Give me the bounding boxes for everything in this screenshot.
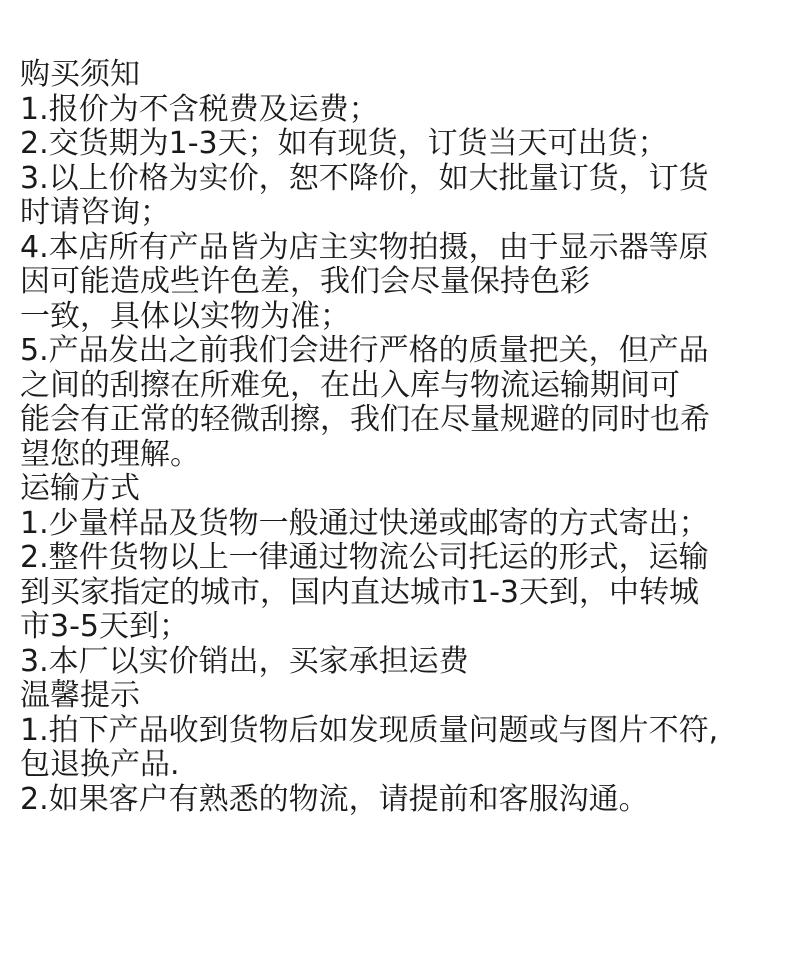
notice-line: 望您的理解。 <box>20 436 200 472</box>
shipping-line: 到买家指定的城市，国内直达城市1-3天到，中转城 <box>20 574 699 610</box>
notice-line: 之间的刮擦在所难免，在出入库与物流运输期间可 <box>20 367 680 403</box>
notice-line: 1.报价为不含税费及运费； <box>20 91 379 127</box>
notice-line: 4.本店所有产品皆为店主实物拍摄，由于显示器等原 <box>20 229 709 265</box>
tips-line: 2.如果客户有熟悉的物流，请提前和客服沟通。 <box>20 781 649 817</box>
shipping-line: 1.少量样品及货物一般通过快递或邮寄的方式寄出； <box>20 505 709 541</box>
shipping-line: 市3-5天到； <box>20 609 189 644</box>
shipping-line: 2.整件货物以上一律通过物流公司托运的形式，运输 <box>20 540 709 575</box>
tips-line: 包退换产品. <box>20 747 180 782</box>
notice-line: 因可能造成些许色差，我们会尽量保持色彩 <box>20 264 590 299</box>
shipping-line: 3.本厂以实价销出，买家承担运费 <box>20 643 469 679</box>
notice-line: 一致，具体以实物为准； <box>20 298 350 334</box>
notice-line: 2.交货期为1-3天；如有现货，订货当天可出货； <box>20 126 668 161</box>
tips-line: 1.拍下产品收到货物后如发现质量问题或与图片不符, <box>20 712 719 748</box>
section-heading-friendly-tips: 温馨提示 <box>20 678 140 713</box>
notice-line: 能会有正常的轻微刮擦，我们在尽量规避的同时也希 <box>20 402 710 437</box>
section-heading-shipping-method: 运输方式 <box>20 471 140 506</box>
purchase-notice-document <box>20 58 770 817</box>
section-heading-purchase-notice: 购买须知 <box>20 57 140 92</box>
notice-line: 3.以上价格为实价，恕不降价，如大批量订货，订货 <box>20 160 709 196</box>
notice-line: 5.产品发出之前我们会进行严格的质量把关，但产品 <box>20 333 709 368</box>
notice-line: 时请咨询； <box>20 195 170 230</box>
